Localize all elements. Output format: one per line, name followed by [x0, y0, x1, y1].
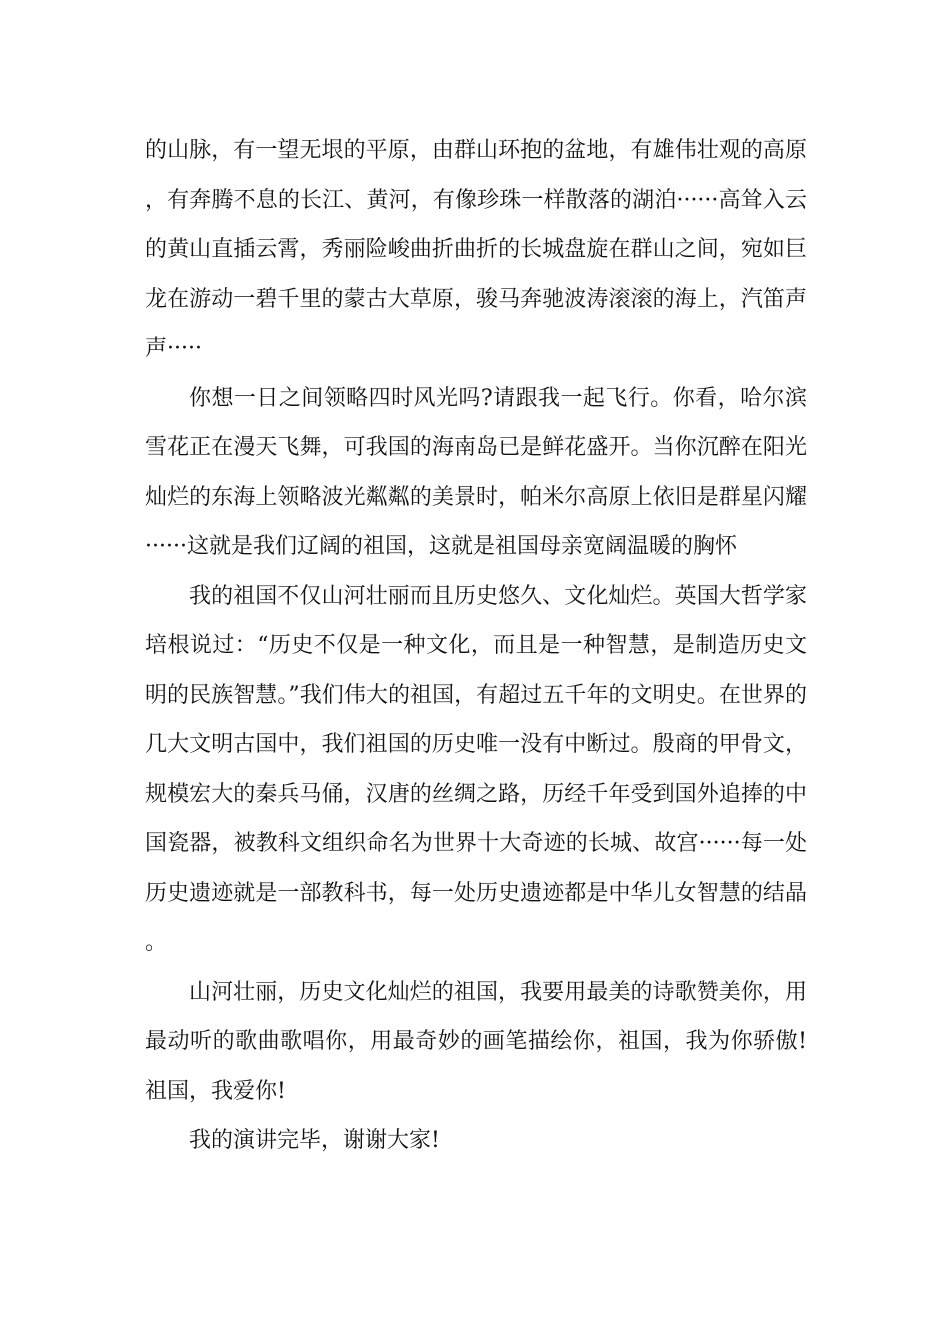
- paragraph-history-culture: 我的祖国不仅山河壮丽而且历史悠久、文化灿烂。英国大哲学家培根说过：“历史不仅是一种文化，而且是一种智慧，是制造历史文明的民族智慧。”我们伟大的祖国，有超过五千年的文明史。在世界的几大文明古国中，我们祖国的历史唯一没有中断过。殷商的甲骨文，规模宏大的秦兵马俑，汉唐的丝绸之路，历经千年受到国外追捧的中国瓷器，被教科文组织命名为世界十大奇迹的长城、故宫······每一处历史遗迹就是一部教科书，每一处历史遗迹都是中华儿女智慧的结晶。: [145, 583, 807, 955]
- paragraph-landscape-continued: 的山脉，有一望无垠的平原，由群山环抱的盆地，有雄伟壮观的高原，有奔腾不息的长江、黄河，有像珍珠一样散落的湖泊······高耸入云的黄山直插云霄，秀丽险峻曲折曲折的长城盘旋在群山之间，宛如巨龙在游动一碧千里的蒙古大草原，骏马奔驰波涛滚滚的海上，汽笛声声·····: [145, 138, 807, 361]
- paragraph-praise-motherland: 山河壮丽，历史文化灿烂的祖国，我要用最美的诗歌赞美你，用最动听的歌曲歌唱你，用最奇妙的画笔描绘你，祖国，我为你骄傲!祖国，我爱你!: [145, 979, 807, 1104]
- document-page: [145, 126, 807, 1166]
- paragraph-closing: 我的演讲完毕，谢谢大家!: [189, 1128, 440, 1153]
- paragraph-four-seasons: 你想一日之间领略四时风光吗?请跟我一起飞行。你看，哈尔滨雪花正在漫天飞舞，可我国的海南岛已是鲜花盛开。当你沉醉在阳光灿烂的东海上领略波光粼粼的美景时，帕米尔高原上依旧是群星闪耀······这就是我们辽阔的祖国，这就是祖国母亲宽阔温暖的胸怀: [145, 385, 807, 559]
